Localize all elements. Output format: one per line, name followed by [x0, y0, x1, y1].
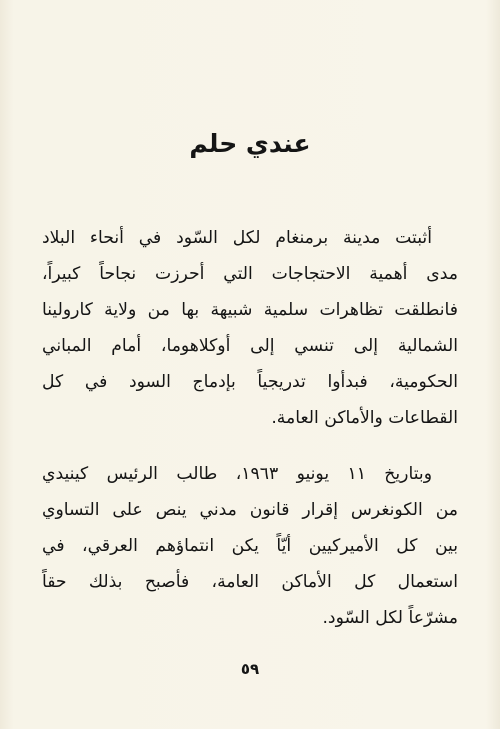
- paragraph-line: بين كل الأميركيين أيّاً يكن انتماؤهم العرقي، في: [42, 536, 458, 556]
- paragraph-line: الشمالية إلى تنسي إلى أوكلاهوما، أمام المباني: [42, 336, 458, 356]
- paragraph-line: فانطلقت تظاهرات سلمية شبيهة بها من ولاية كارولينا: [42, 300, 458, 320]
- paragraph-line: مشرّعاً لكل السّود.: [322, 608, 458, 628]
- paragraph-1: [42, 220, 458, 436]
- paragraph-line: القطاعات والأماكن العامة.: [271, 408, 458, 428]
- paragraph-2: [42, 456, 458, 636]
- paragraph-line: وبتاريخ ١١ يونيو ١٩٦٣، طالب الرئيس كينيدي: [42, 464, 432, 484]
- page-number: ٥٩: [240, 660, 260, 678]
- paragraph-line: الحكومية، فبدأوا تدريجياً بإدماج السود في كل: [42, 372, 458, 392]
- paragraph-line: من الكونغرس إقرار قانون مدني ينص على التساوي: [42, 500, 458, 520]
- paragraph-line: مدى أهمية الاحتجاجات التي أحرزت نجاحاً كبيراً،: [42, 264, 458, 284]
- paragraph-line: استعمال كل الأماكن العامة، فأصبح بذلك حقاً: [42, 572, 458, 592]
- paragraph-line: أثبتت مدينة برمنغام لكل السّود في أنحاء البلاد: [42, 228, 432, 248]
- chapter-title: عندي حلم: [189, 128, 311, 158]
